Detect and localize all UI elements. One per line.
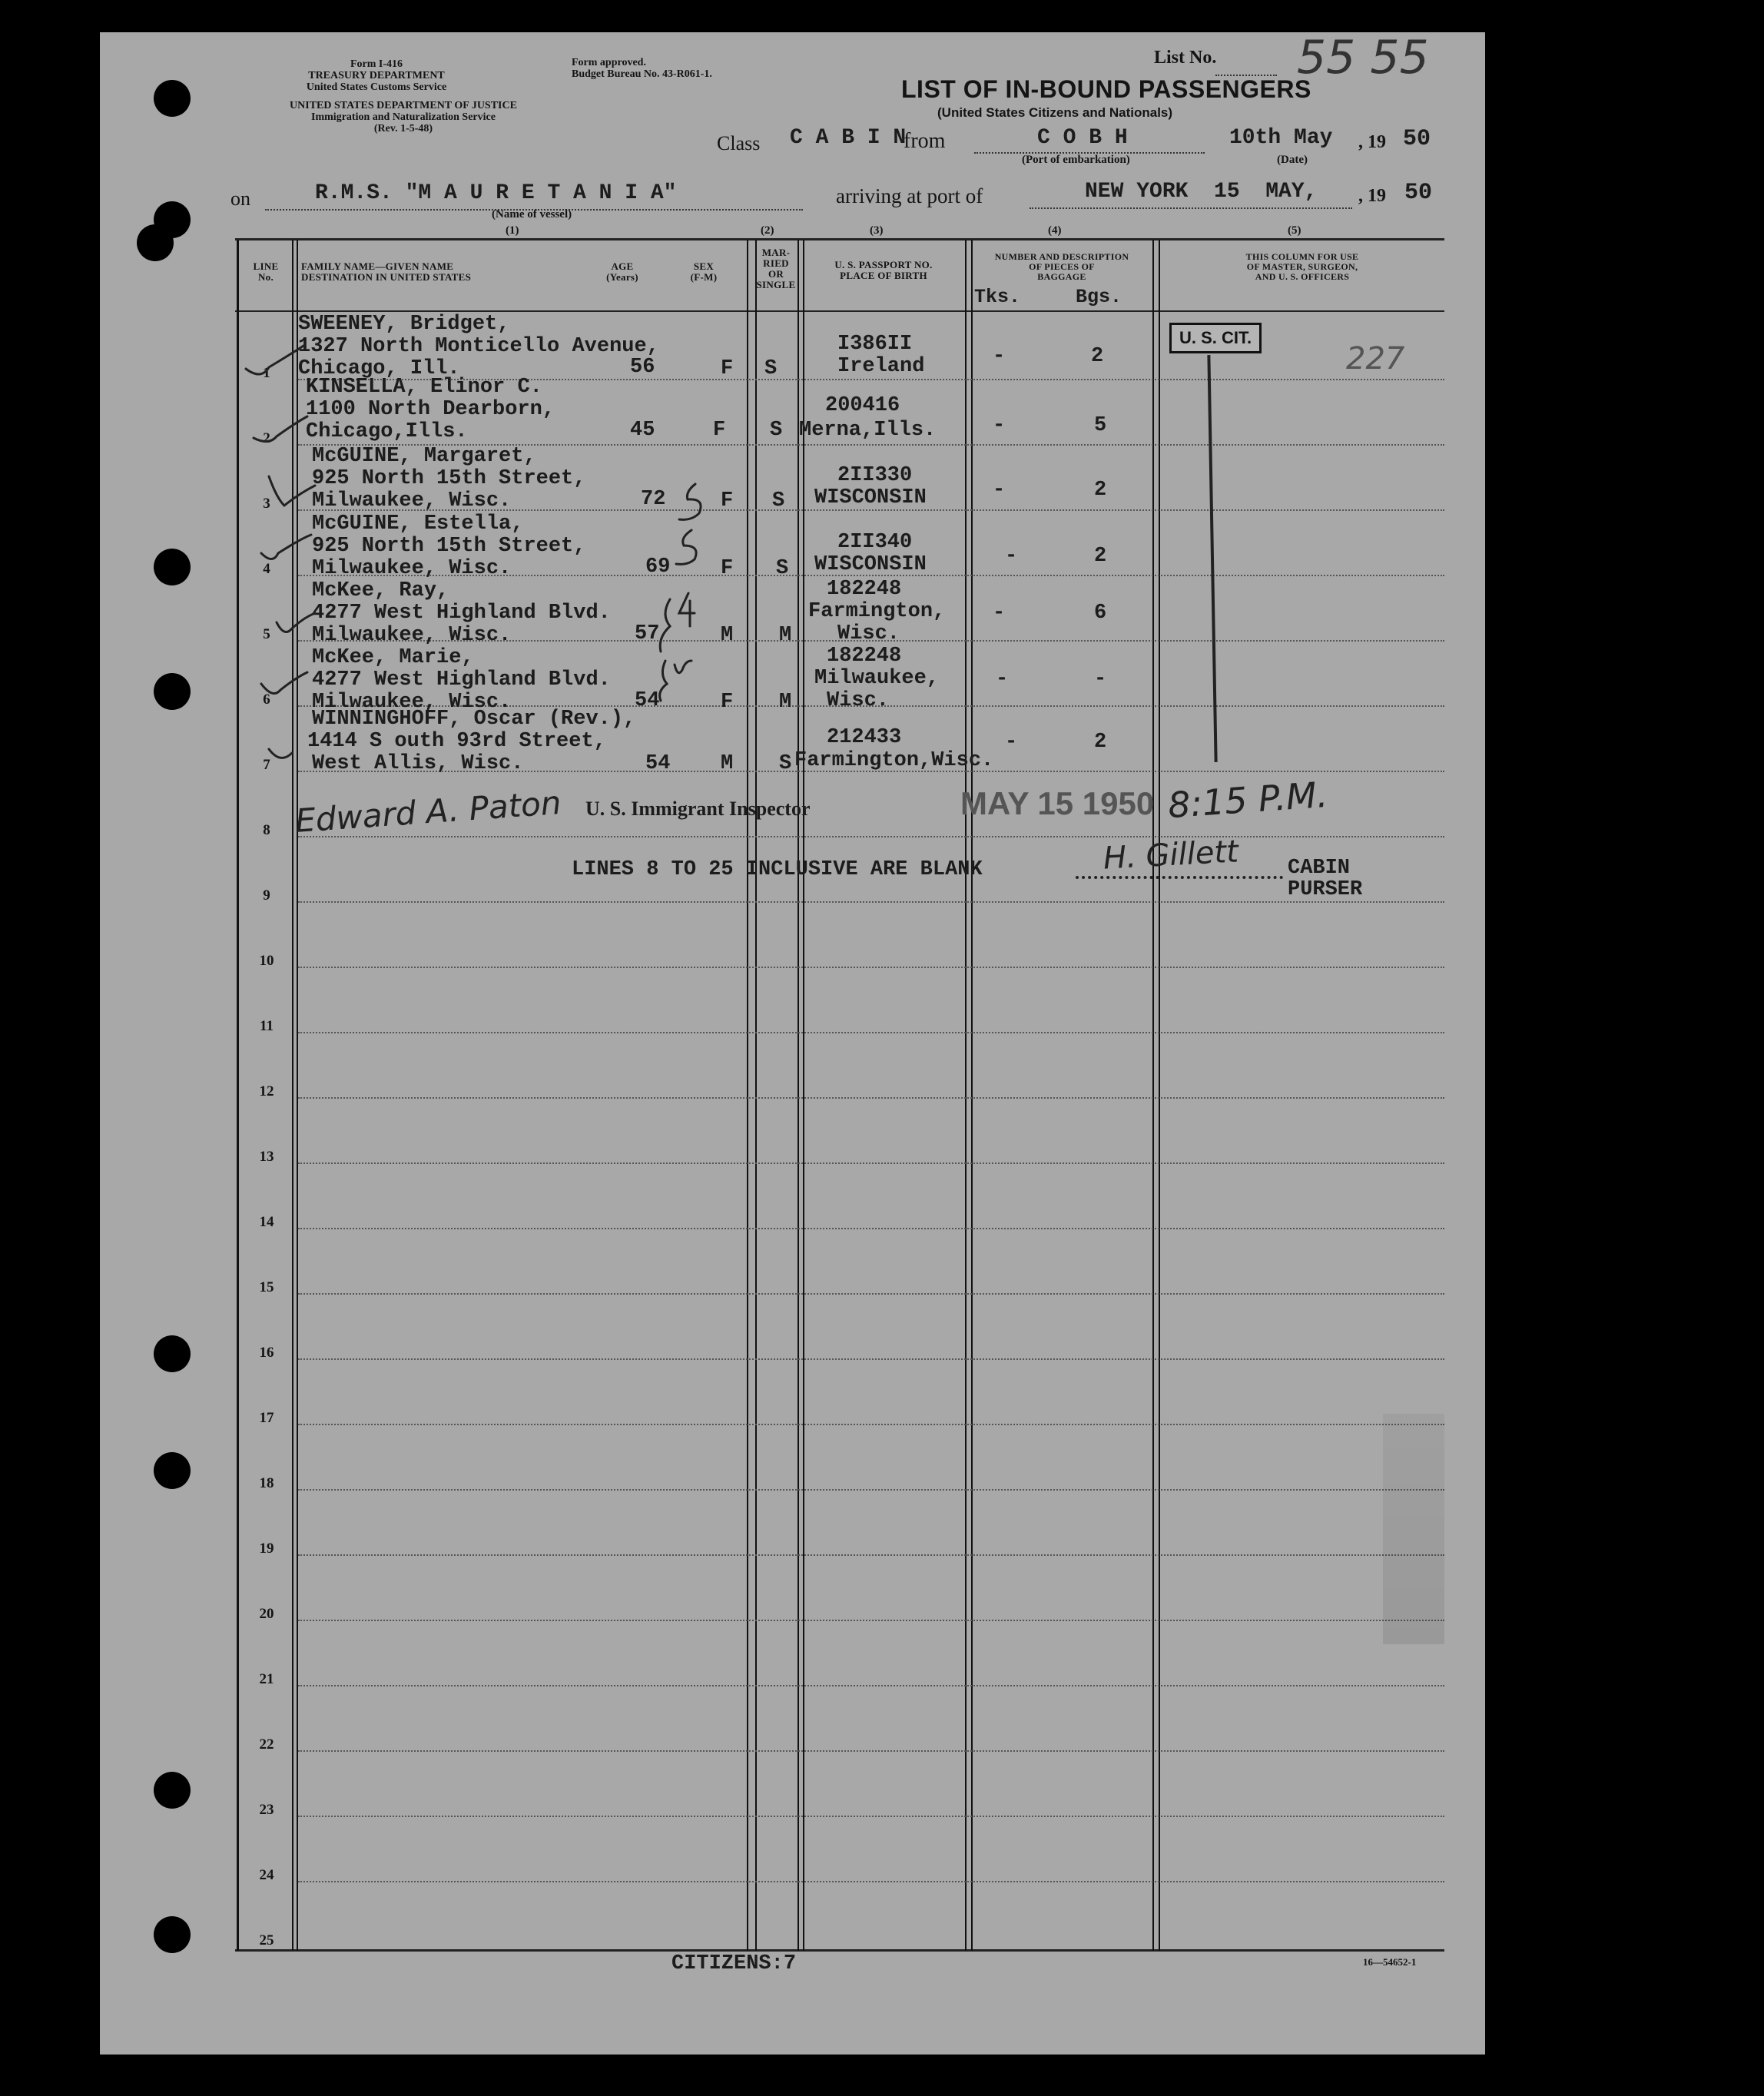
line-number: 23 [259,1802,274,1818]
purser-signature: H. Gillett [1102,834,1239,877]
form-number: Form I-416 [350,58,403,70]
binder-hole [154,1916,191,1953]
passenger-sex: F [721,489,734,512]
row-rule [298,1816,1444,1817]
inspector-stamp: U. S. Immigrant Inspector [585,798,811,820]
passenger-name: McGUINE, Margaret, [312,445,536,468]
row-rule [298,1097,1444,1099]
header-officers: THIS COLUMN FOR USE OF MASTER, SURGEON, AND U. S. OFFICERS [1245,251,1359,282]
line-number: 4 [263,561,270,577]
line-number: 14 [259,1214,274,1230]
passenger-age: 45 [630,419,655,442]
place-of-birth: WISCONSIN [814,486,927,509]
list-no-value: 55 55 [1297,31,1429,85]
header-bags: Bgs. [1076,286,1122,308]
row-rule [298,1358,1444,1360]
col-number-3: (3) [870,224,884,237]
line-number: 19 [259,1540,274,1557]
class-value: C A B I N [790,126,907,150]
place-of-birth: Farmington, [808,600,946,623]
header-line-no: LINE No. [253,260,279,283]
arrival-year: 50 [1404,180,1433,206]
justice-header [230,100,576,134]
passenger-address: 4277 West Highland Blvd. [312,668,611,691]
header-sex: SEX (F-M) [690,260,718,283]
row-rule [298,1750,1444,1752]
table-bottom-border [235,1949,1444,1952]
col-number-5: (5) [1288,224,1301,237]
passenger-age: 56 [630,356,655,379]
print-code: 16—54652-1 [1363,1956,1417,1968]
binder-hole [137,224,174,261]
col-number-1: (1) [506,224,519,237]
passenger-city: Milwaukee, Wisc. [312,557,512,580]
header-baggage: NUMBER AND DESCRIPTION OF PIECES OF BAGGAGE [994,251,1129,282]
cabin-label: CABIN [1288,857,1351,880]
passenger-city: Chicago,Ills. [306,420,468,443]
class-label: Class [717,132,761,154]
line-number: 6 [263,691,270,708]
passenger-address: 925 North 15th Street, [312,535,586,558]
place-of-birth: Merna,Ills. [799,419,937,442]
col-divider-baggage [965,240,967,1951]
trunks: - [996,668,1009,691]
passenger-name: SWEENEY, Bridget, [298,313,510,336]
customs-service: United States Customs Service [306,81,447,93]
on-label: on [230,187,250,210]
port-caption: (Port of embarkation) [1022,154,1130,166]
passenger-city: West Allis, Wisc. [312,752,524,775]
row-rule [298,1620,1444,1621]
trunks: - [993,345,1006,368]
table-top-border [235,238,1444,240]
passenger-city: Milwaukee, Wisc. [312,624,512,647]
arriving-rule [1030,207,1352,209]
passenger-age: 54 [645,752,671,775]
purser-dots [1076,876,1283,879]
passenger-age: 72 [641,488,666,511]
line-number: 15 [259,1279,274,1295]
date-stamp: MAY 15 1950 [960,785,1155,821]
passenger-address: 925 North 15th Street, [312,467,586,490]
header-trunks: Tks. [974,286,1021,308]
handwritten-check-marks [230,323,784,784]
passenger-marital: M [779,624,792,647]
passport-number: 182248 [827,578,902,601]
row-rule [298,1489,1444,1491]
trunks: - [993,414,1006,437]
col-divider-officers [1159,240,1160,1951]
passenger-marital: S [772,489,785,512]
binder-hole [154,1772,191,1809]
line-number: 12 [259,1083,274,1099]
passenger-age: 54 [635,689,660,712]
bags: 2 [1091,345,1104,368]
row-rule [298,836,1444,837]
place-of-birth: Farmington,Wisc. [794,749,994,772]
row-rule [298,967,1444,968]
trunks: - [993,602,1006,625]
line-number: 16 [259,1345,274,1361]
trunks: - [1005,545,1018,568]
year-prefix: , 19 [1358,132,1386,152]
citizens-total: CITIZENS:7 [671,1952,797,1975]
approval-block [572,57,712,80]
bags: - [1094,668,1107,691]
passenger-city: Milwaukee, Wisc. [312,691,512,714]
passenger-address: 1100 North Dearborn, [306,398,555,421]
binder-hole [154,80,191,117]
us-citizen-stamp: U. S. CIT. [1169,323,1262,353]
passenger-address: 1327 North Monticello Avenue, [298,335,659,358]
bags: 6 [1094,602,1107,625]
place-of-birth-state: Wisc. [827,689,890,712]
passport-number: 212433 [827,726,902,749]
row-rule [298,1032,1444,1033]
row-rule [298,1293,1444,1295]
passenger-sex: F [713,419,726,442]
place-of-birth-state: Wisc. [837,622,900,645]
passenger-age: 69 [645,556,671,579]
col-divider-officers [1152,240,1154,1951]
passenger-marital: S [779,752,792,775]
row-rule [298,1228,1444,1229]
col-divider-passport [797,240,799,1951]
line-number: 20 [259,1606,274,1622]
time-note: 8:15 P.M. [1166,773,1329,827]
bags: 5 [1094,414,1107,437]
date-caption: (Date) [1277,154,1308,166]
passenger-name: McKee, Marie, [312,646,474,669]
page-subtitle: (United States Citizens and Nationals) [937,105,1173,120]
passenger-marital: S [776,557,789,580]
passport-number: 2II330 [837,464,913,487]
header-passport: U. S. PASSPORT NO. PLACE OF BIRTH [834,259,933,281]
row-rule [298,1162,1444,1164]
binder-hole [154,1335,191,1372]
passenger-address: 4277 West Highland Blvd. [312,602,611,625]
vessel-name: R.M.S. "M A U R E T A N I A" [315,181,677,205]
row-rule [298,1685,1444,1686]
col-divider-passport [803,240,804,1951]
binder-hole [154,549,191,585]
year-value: 50 [1403,126,1431,152]
line-number: 17 [259,1410,274,1426]
col-divider-baggage [971,240,973,1951]
arrival-year-prefix: , 19 [1358,186,1386,206]
passenger-marital: S [770,419,783,442]
header-bottom-border [235,310,1444,312]
passenger-name: KINSELLA, Elinor C. [306,376,542,399]
vessel-caption: (Name of vessel) [492,208,572,221]
line-number: 2 [263,430,270,446]
line-number: 7 [263,757,270,773]
header-name: FAMILY NAME—GIVEN NAME DESTINATION IN UNITED STATES [301,260,472,283]
purser-label: PURSER [1288,878,1363,901]
passenger-sex: F [721,691,734,714]
passenger-marital: S [764,357,778,380]
line-number: 13 [259,1149,274,1165]
form-header [230,58,522,93]
passenger-city: Milwaukee, Wisc. [312,489,512,512]
line-number: 10 [259,953,274,969]
row-rule [298,1424,1444,1425]
line-number: 8 [263,822,270,838]
header-age: AGE (Years) [606,260,638,283]
passenger-sex: F [721,357,734,380]
row-rule [298,1554,1444,1556]
line-number: 24 [259,1867,274,1883]
place-of-birth: Milwaukee, [814,667,940,690]
passenger-age: 57 [635,622,660,645]
row-rule [298,1881,1444,1882]
justice-dept: UNITED STATES DEPARTMENT OF JUSTICE [290,100,517,111]
page-title: LIST OF IN-BOUND PASSENGERS [901,75,1311,103]
arriving-label: arriving at port of [836,184,983,207]
line-number: 22 [259,1736,274,1753]
treasury-dept: TREASURY DEPARTMENT [308,70,445,81]
from-label: from [904,129,946,153]
passport-number: I386II [837,333,913,356]
row-rule [298,901,1444,903]
line-number: 18 [259,1475,274,1491]
bags: 2 [1094,545,1107,568]
passenger-sex: F [721,557,734,580]
bleed-through-shadow [1383,1414,1444,1644]
passport-number: 2II340 [837,531,913,554]
trunks: - [1005,731,1018,754]
bags: 2 [1094,731,1107,754]
passenger-name: McGUINE, Estella, [312,512,524,536]
line-number: 11 [260,1018,274,1034]
passenger-name: McKee, Ray, [312,579,449,602]
form-approved: Form approved. [572,57,646,68]
line-number: 25 [259,1932,274,1948]
officer-number: 227 [1346,341,1405,376]
passenger-city: Chicago, Ill. [298,357,460,380]
blank-lines-note: LINES 8 TO 25 INCLUSIVE ARE BLANK [572,858,983,881]
header-married: MAR- RIED OR SINGLE [756,247,796,290]
inspector-signature: Edward A. Paton [293,783,562,841]
binder-hole [154,1452,191,1489]
ins-service: Immigration and Naturalization Service [311,111,496,123]
place-of-birth: WISCONSIN [814,553,927,576]
col-number-2: (2) [761,224,774,237]
col-number-4: (4) [1048,224,1062,237]
passport-number: 182248 [827,645,902,668]
port-of-embarkation: C O B H [1037,126,1128,150]
passport-number: 200416 [825,394,900,417]
passenger-name: WINNINGHOFF, Oscar (Rev.), [312,708,636,731]
departure-date: 10th May [1229,126,1333,150]
bags: 2 [1094,479,1107,502]
binder-hole [154,673,191,710]
revision: (Rev. 1-5-48) [373,123,433,134]
passenger-address: 1414 S outh 93rd Street, [307,730,606,753]
passenger-sex: M [721,624,734,647]
passenger-marital: M [779,691,792,714]
line-number: 9 [263,887,270,904]
list-no-label: List No. [1154,48,1217,68]
arrival-port-date: NEW YORK 15 MAY, [1085,180,1318,204]
budget-bureau: Budget Bureau No. 43-R061-1. [572,68,712,80]
place-of-birth: Ireland [837,355,925,378]
line-number: 5 [263,626,270,642]
line-number: 3 [263,496,270,512]
trunks: - [993,479,1006,502]
line-number: 1 [263,365,270,381]
passenger-sex: M [721,752,734,775]
line-number: 21 [259,1671,274,1687]
